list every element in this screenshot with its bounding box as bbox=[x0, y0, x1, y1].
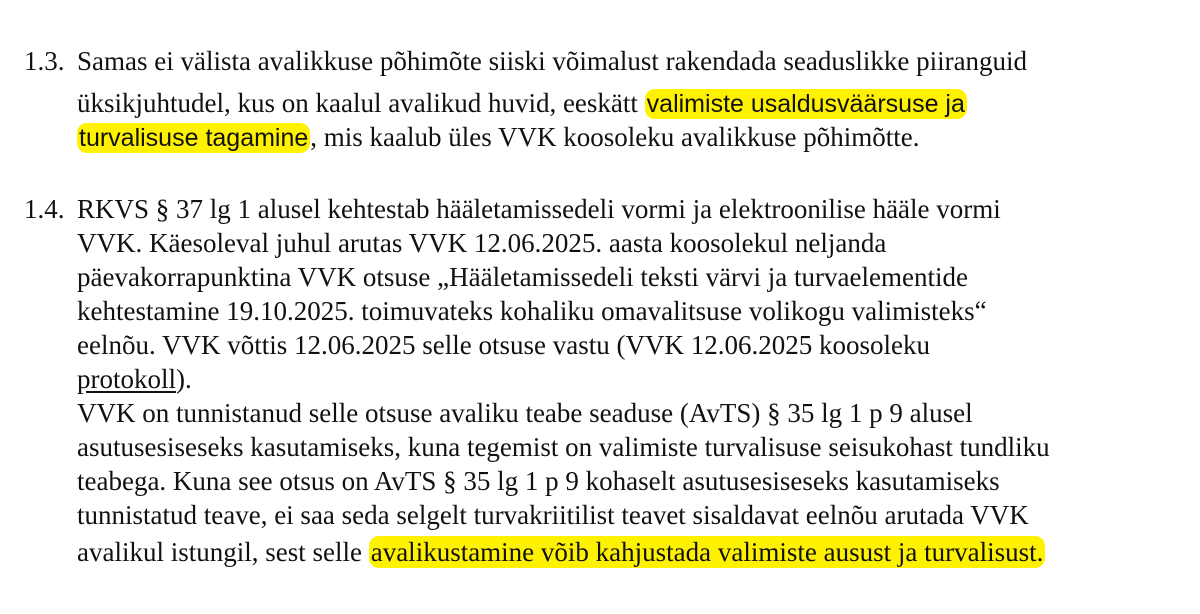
paragraph-line bbox=[77, 87, 967, 121]
protocol-link[interactable]: protokoll bbox=[77, 364, 176, 394]
paragraph-line bbox=[77, 536, 1045, 569]
text: avalikul istungil, sest selle bbox=[77, 537, 369, 567]
paragraph-line bbox=[77, 45, 1027, 78]
text: asutusesiseseks kasutamiseks, kuna tegemist on valimiste turvalisuse seisukohast tundliku bbox=[77, 432, 1050, 462]
paragraph-line bbox=[77, 499, 1029, 532]
paragraph-line bbox=[77, 121, 919, 155]
text: eelnõu. VVK võttis 12.06.2025 selle otsuse vastu (VVK 12.06.2025 koosoleku bbox=[77, 330, 930, 360]
highlighted-text: turvalisuse tagamine bbox=[79, 124, 309, 152]
paragraph-line bbox=[77, 465, 1000, 498]
text: üksikjuhtudel, kus on kaalul avalikud huvid, eeskätt bbox=[77, 88, 645, 118]
text: RKVS § 37 lg 1 alusel kehtestab hääletamissedeli vormi ja elektroonilise hääle vormi bbox=[77, 194, 1001, 224]
text: VVK on tunnistanud selle otsuse avaliku teabe seaduse (AvTS) § 35 lg 1 p 9 alusel bbox=[77, 398, 973, 428]
text: tunnistatud teave, ei saa seda selgelt turvakriitilist teavet sisaldavat eelnõu arutada VVK bbox=[77, 500, 1029, 530]
text: VVK. Käesoleval juhul arutas VVK 12.06.2025. aasta koosolekul neljanda bbox=[77, 228, 887, 258]
paragraph-line bbox=[77, 431, 1050, 464]
paragraph-line bbox=[77, 397, 973, 430]
text: päevakorrapunktina VVK otsuse „Hääletamissedeli teksti värvi ja turvaelementide bbox=[77, 262, 968, 292]
highlighted-text: valimiste usaldusväärsuse ja bbox=[646, 90, 965, 118]
paragraph-line bbox=[77, 193, 1001, 226]
text: ). bbox=[176, 364, 192, 394]
paragraph-line bbox=[77, 329, 930, 362]
highlighted-text: avalikustamine võib kahjustada valimiste ausust ja turvalisust. bbox=[370, 537, 1044, 567]
paragraph-line bbox=[77, 227, 886, 260]
text: , mis kaalub üles VVK koosoleku avalikkuse põhimõtte. bbox=[310, 122, 920, 152]
paragraph-line bbox=[77, 295, 987, 328]
paragraph-line bbox=[77, 363, 192, 396]
text: Samas ei välista avalikkuse põhimõte siiski võimalust rakendada seaduslikke piiranguid bbox=[77, 46, 1028, 76]
section-number: 1.4. bbox=[24, 194, 65, 224]
text: teabega. Kuna see otsus on AvTS § 35 lg 1 p 9 kohaselt asutusesiseseks kasutamiseks bbox=[77, 466, 1000, 496]
paragraph-line bbox=[77, 261, 968, 294]
section-number: 1.3. bbox=[24, 46, 65, 76]
text: kehtestamine 19.10.2025. toimuvateks kohaliku omavalitsuse volikogu valimisteks“ bbox=[77, 296, 987, 326]
